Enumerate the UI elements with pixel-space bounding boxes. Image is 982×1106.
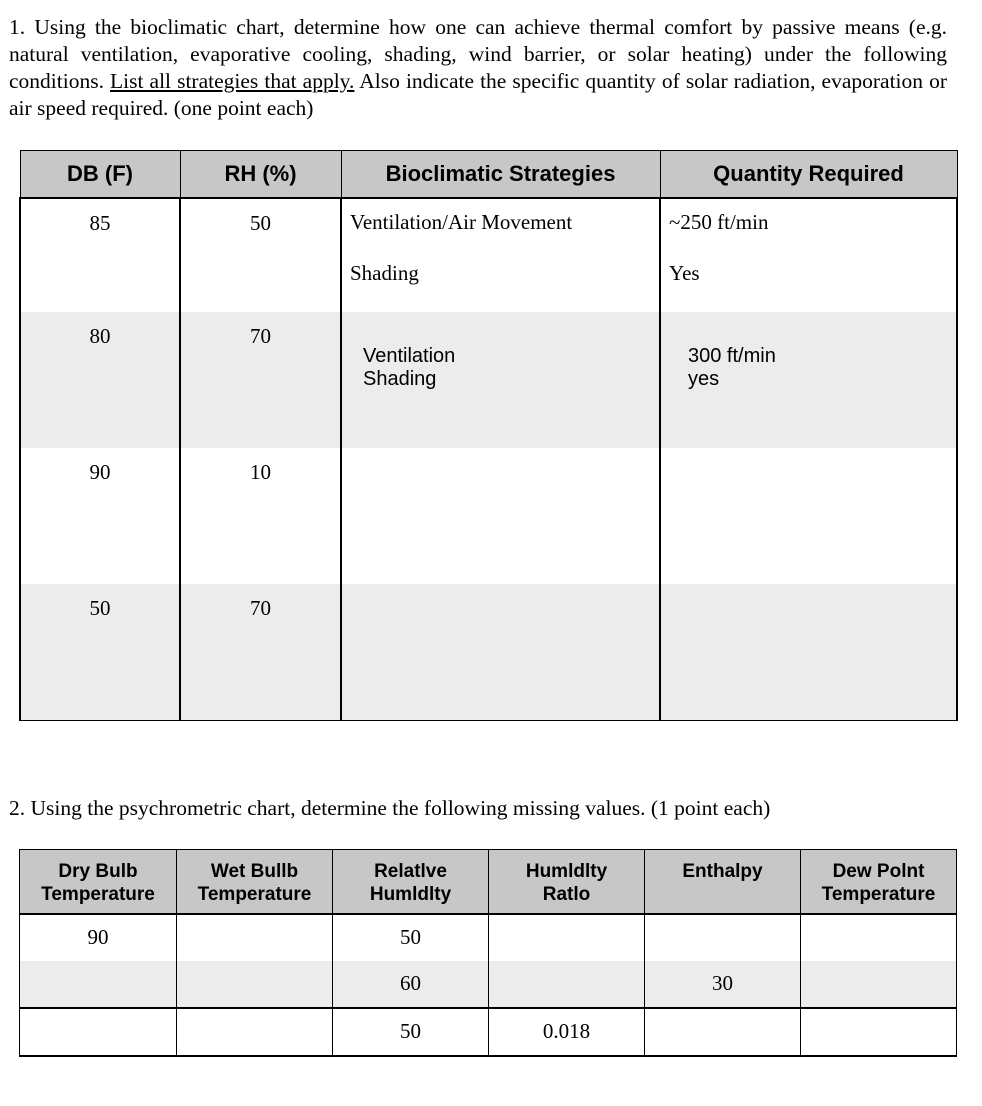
header-rh: RH (%) bbox=[180, 151, 341, 199]
question-1-text bbox=[9, 14, 947, 122]
quantity-cell bbox=[660, 312, 957, 448]
db-cell: 85 bbox=[20, 198, 180, 312]
dry-bulb-cell bbox=[20, 961, 177, 1008]
header-enthalpy: Enthalpy bbox=[645, 850, 801, 914]
relative-humidity-cell: 50 bbox=[333, 914, 489, 961]
header-wet-bulb: Wet Bullb Temperature bbox=[177, 850, 333, 914]
enthalpy-cell bbox=[645, 914, 801, 961]
wet-bulb-cell bbox=[177, 914, 333, 961]
strategy-text: Shading bbox=[350, 261, 419, 285]
quantity-text: Yes bbox=[669, 261, 700, 285]
table-row bbox=[20, 584, 957, 720]
header-dry-bulb: Dry Bulb Temperature bbox=[20, 850, 177, 914]
table-row bbox=[20, 914, 957, 961]
dry-bulb-cell: 90 bbox=[20, 914, 177, 961]
strategies-cell bbox=[341, 448, 660, 584]
psychrometric-values-table bbox=[19, 849, 957, 1057]
wet-bulb-cell bbox=[177, 1008, 333, 1056]
table-row bbox=[20, 312, 957, 448]
db-cell: 80 bbox=[20, 312, 180, 448]
quantity-text: yes bbox=[688, 368, 720, 390]
dry-bulb-cell bbox=[20, 1008, 177, 1056]
strategy-text: Ventilation/Air Movement bbox=[350, 210, 573, 234]
enthalpy-cell bbox=[645, 1008, 801, 1056]
header-db: DB (F) bbox=[20, 151, 180, 199]
strategies-cell bbox=[341, 584, 660, 720]
table-row bbox=[20, 1008, 957, 1056]
header-quantity: Quantity Required bbox=[660, 151, 957, 199]
quantity-cell bbox=[660, 584, 957, 720]
strategies-cell bbox=[341, 198, 660, 312]
header-humidity-ratio: Humldlty Ratlo bbox=[489, 850, 645, 914]
bioclimatic-strategies-table bbox=[19, 150, 958, 721]
header-relative-humidity: Relatlve Humldlty bbox=[333, 850, 489, 914]
humidity-ratio-cell bbox=[489, 961, 645, 1008]
relative-humidity-cell: 60 bbox=[333, 961, 489, 1008]
rh-cell: 50 bbox=[180, 198, 341, 312]
question-1-intro: 1. Using the bioclimatic chart, determine how one can achieve thermal comfort by passive means (e.g. natural ventilation, evaporative cooling, shading, wind barrier, or solar heating) under the following conditions. bbox=[9, 15, 947, 93]
rh-cell: 70 bbox=[180, 312, 341, 448]
dew-point-cell bbox=[801, 1008, 957, 1056]
rh-cell: 70 bbox=[180, 584, 341, 720]
question-2-text: 2. Using the psychrometric chart, determine the following missing values. (1 point each) bbox=[9, 796, 771, 820]
quantity-text: ~250 ft/min bbox=[669, 210, 769, 234]
header-strategies: Bioclimatic Strategies bbox=[341, 151, 660, 199]
header-dew-point: Dew Polnt Temperature bbox=[801, 850, 957, 914]
question-1-underlined-instruction: List all strategies that apply. bbox=[110, 69, 355, 93]
rh-cell: 10 bbox=[180, 448, 341, 584]
strategy-text: Shading bbox=[363, 368, 437, 390]
db-cell: 50 bbox=[20, 584, 180, 720]
dew-point-cell bbox=[801, 961, 957, 1008]
table-row bbox=[20, 961, 957, 1008]
strategies-cell bbox=[341, 312, 660, 448]
table1-header-row bbox=[20, 151, 957, 199]
quantity-cell bbox=[660, 198, 957, 312]
relative-humidity-cell: 50 bbox=[333, 1008, 489, 1056]
table2-header-row bbox=[20, 850, 957, 914]
db-cell: 90 bbox=[20, 448, 180, 584]
enthalpy-cell: 30 bbox=[645, 961, 801, 1008]
strategy-text: Ventilation bbox=[363, 345, 456, 367]
question-1-outro: Also indicate the specific quantity of solar radiation, evaporation or air speed required. (one point each) bbox=[9, 69, 947, 120]
table-row bbox=[20, 198, 957, 312]
wet-bulb-cell bbox=[177, 961, 333, 1008]
quantity-text: 300 ft/min bbox=[688, 345, 776, 367]
quantity-cell bbox=[660, 448, 957, 584]
humidity-ratio-cell: 0.018 bbox=[489, 1008, 645, 1056]
humidity-ratio-cell bbox=[489, 914, 645, 961]
dew-point-cell bbox=[801, 914, 957, 961]
table-row bbox=[20, 448, 957, 584]
